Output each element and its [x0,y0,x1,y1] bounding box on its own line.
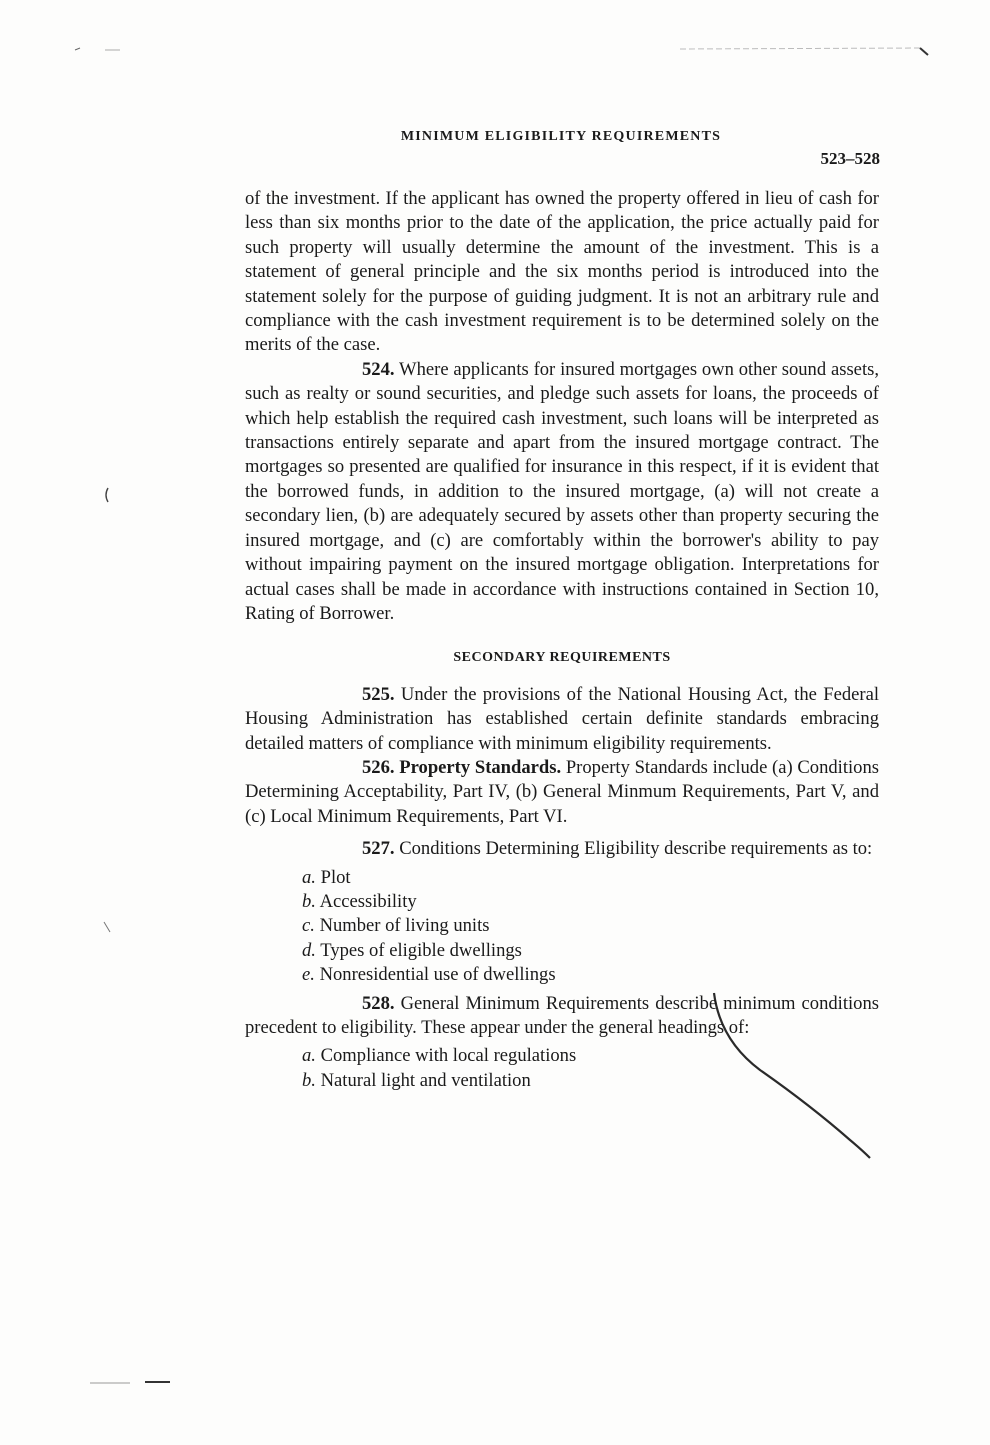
scan-mark [920,48,928,55]
paragraph-text: Property Standards include (a) Conditions Determining Acceptability, Part IV, (b) General Minmum Requirements, Part V, and (c) Local Minimum Requirements, Part VI. [245,756,880,827]
list-letter: e. [302,964,315,986]
list-letter: a. [302,1045,316,1067]
scan-mark [75,48,80,50]
list-item [302,1069,879,1093]
paragraph-528 [245,992,879,1041]
list-item [302,890,879,914]
paragraph-text: Where applicants for insured mortgages own other sound assets, such as realty or sound securities, and pledge such assets for loans, the proceeds of which help establish the required cash investment, such loans will be interpreted as transactions entirely separate and apart from the insured mortgage contract. The mortgages so presented are qualified for insurance in this respect, if it is evident that the borrowed funds, in addition to the insured mortgage, (a) will not create a secondary lien, (b) are adequately secured by assets other than property securing the insured mortgage, and (c) are comfortably within the borrower's ability to pay without impairing payment on the insured mortgage obligation. Interpretations for actual cases shall be made in accordance with instructions contained in Section 10, Rating of Borrower. [245,358,879,624]
paragraph-text: General Minimum Requirements describe minimum conditions precedent to eligibility. These appear under the general headings of: [245,992,879,1038]
paragraph-number: 527. [362,838,395,860]
list-527 [245,866,879,988]
list-letter: b. [302,890,316,912]
body-text [245,187,879,1097]
list-item [302,914,879,938]
list-text: Number of living units [319,915,490,937]
paragraph-number: 526. Property Standards. [362,756,562,778]
list-item [302,1044,879,1068]
list-letter: c. [302,915,315,937]
section-heading: SECONDARY REQUIREMENTS [453,650,671,666]
list-item [302,939,879,963]
list-text: Types of eligible dwellings [320,939,522,961]
scan-mark [680,48,920,49]
list-528 [245,1044,879,1093]
paragraph-524 [245,358,879,626]
list-text: Plot [320,866,351,888]
page-range: 523–528 [820,149,880,168]
paragraph-number: 524. [362,358,395,380]
list-item [302,963,879,987]
list-text: Natural light and ventilation [320,1069,531,1091]
list-text: Accessibility [319,890,417,912]
list-letter: a. [302,866,316,888]
paragraph-527 [245,837,879,861]
list-text: Nonresidential use of dwellings [319,964,556,986]
paragraph-number: 525. [362,683,395,705]
paragraph-number: 528. [362,992,395,1014]
list-item [302,866,879,890]
paragraph-526 [245,756,879,829]
margin-mark [106,488,108,502]
spacer [245,829,879,837]
list-letter: d. [302,939,316,961]
paragraph-continued: of the investment. If the applicant has owned the property offered in lieu of cash for less than six months prior to the date of the application, the price actually paid for such property will usually determine the amount of the investment. This is a statement of general principle and the six months period is introduced into the statement solely for the purpose of guiding judgment. It is not an arbitrary rule and compliance with the cash investment requirement is to be determined solely on the merits of the case. [245,188,879,356]
paragraph-text: Conditions Determining Eligibility describe requirements as to: [394,838,873,860]
running-head: MINIMUM ELIGIBILITY REQUIREMENTS [400,129,722,144]
list-text: Compliance with local regulations [320,1045,577,1067]
paragraph-525 [245,683,879,756]
margin-mark [104,922,110,932]
list-letter: b. [302,1069,316,1091]
paragraph-text: Under the provisions of the National Housing Act, the Federal Housing Administration has established certain definite standards embracing detailed matters of compliance with minimum eligibility requirements. [245,683,879,754]
